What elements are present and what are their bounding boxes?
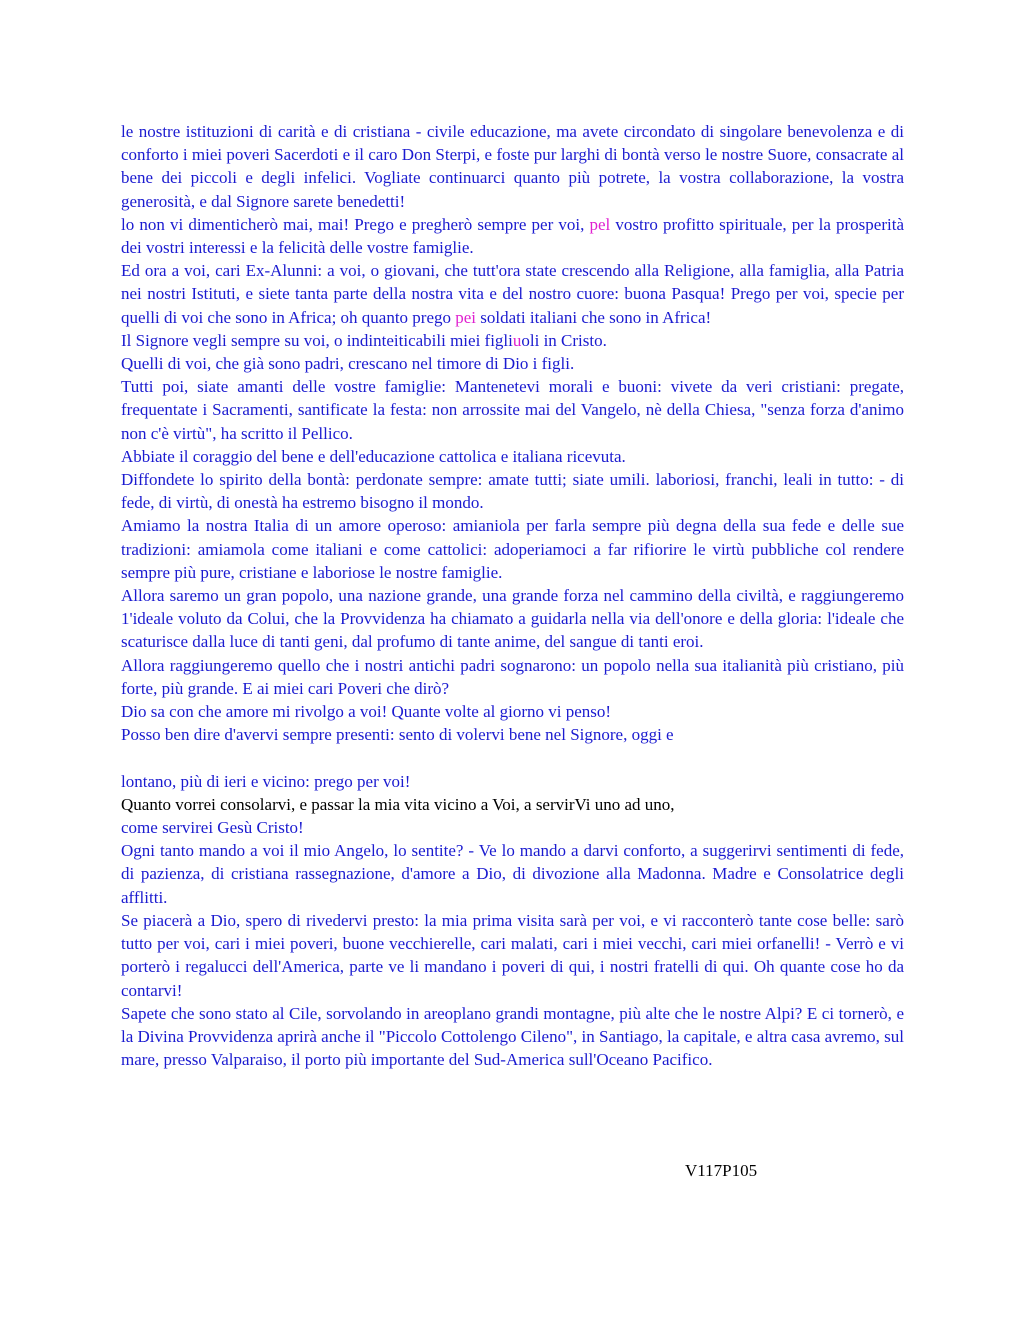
paragraph: lontano, più di ieri e vicino: prego per voi! [121, 771, 411, 791]
paragraph: Tutti poi, siate amanti delle vostre famiglie: Mantenetevi morali e buoni: vivete da veri cristiani: pregate, frequentate i Sacramenti, santificate la festa: non arrossite mai del Vangelo, nè della Chiesa, "senza forza d'animo non c'è virtù", ha scritto il Pellico. [121, 377, 904, 443]
paragraph-text: lo non vi dimenticherò mai, mai! Prego e pregherò sempre per voi, [121, 214, 590, 234]
paragraph: Allora raggiungeremo quello che i nostri antichi padri sognarono: un popolo nella sua italianità più cristiano, più forte, più grande. E ai miei cari Poveri che dirò? [121, 655, 904, 698]
paragraph: Quanto vorrei consolarvi, e passar la mia vita vicino a Voi, a servirVi uno ad uno, [121, 794, 675, 814]
paragraph: Allora saremo un gran popolo, una nazione grande, una grande forza nel cammino della civiltà, e raggiungeremo 1'ideale voluto da Colui, che la Provvidenza ha chiamato a guidarla nella via dell'onore e della gloria: l'ideale che scaturisce dalla luce di tanti geni, dal profumo di tante anime, del sangue di tanti eroi. [121, 586, 904, 652]
highlighted-word: pel [589, 214, 611, 234]
paragraph [121, 329, 904, 352]
paragraph-text: soldati italiani che sono in Africa! [476, 307, 712, 327]
page-identifier: V117P105 [685, 1161, 758, 1180]
paragraph: Posso ben dire d'avervi sempre presenti: sento di volervi bene nel Signore, oggi e [121, 725, 674, 745]
blank-line [121, 746, 904, 769]
paragraph [121, 259, 904, 329]
paragraph: Sapete che sono stato al Cile, sorvolando in areoplano grandi montagne, più alte che le nostre Alpi? E ci tornerò, e la Divina Provvidenza aprirà anche il "Piccolo Cottolengo Cileno", in Santiago, la capitale, e altra casa avremo, sul mare, presso Valparaiso, il porto più importante del Sud-America sull'Oceano Pacifico. [121, 1003, 904, 1070]
highlighted-word: pei [455, 307, 477, 327]
paragraph: Se piacerà a Dio, spero di rivedervi presto: la mia prima visita sarà per voi, e vi racconterò tante cose belle: sarò tutto per voi, cari i miei poveri, buone vecchierelle, cari malati, cari i miei vecchi, cari miei orfanelli! - Verrò e vi porterò i regalucci dell'America, parte ve li mandano i poveri di qui, i nostri fratelli di qui. Oh quante cose ho da contarvi! [121, 910, 904, 1000]
paragraph: Abbiate il coraggio del bene e dell'educazione cattolica e italiana ricevuta. [121, 446, 626, 466]
paragraph: come servirei Gesù Cristo! [121, 818, 304, 838]
paragraph-text: vostro profitto spirituale, per la prosperità dei vostri interessi e la felicità delle vostre famiglie. [121, 214, 904, 258]
paragraph: Ogni tanto mando a voi il mio Angelo, lo sentite? - Ve lo mando a darvi conforto, a suggerirvi sentimenti di fede, di pazienza, di cristiana rassegnazione, d'amore a Dio, di divozione alla Madonna. Madre e Consolatrice degli afflitti. [121, 841, 904, 907]
paragraph-text: Ed ora a voi, cari Ex-Alunni: a voi, o giovani, che tutt'ora state crescendo alla Religione, alla famiglia, alla Patria nei nostri Istituti, e siete tanta parte della nostra vita e del nostro cuore: buona Pasqua! Prego per voi, specie per quelli di voi che sono in Africa; oh quanto prego [121, 261, 904, 327]
paragraph: Amiamo la nostra Italia di un amore operoso: amianiola per farla sempre più degna della sua fede e delle sue tradizioni: amiamola come italiani e come cattolici: adoperiamoci a far rifiorire le virtù pubbliche col rendere sempre più pure, cristiane e laboriose le nostre famiglie. [121, 516, 904, 582]
paragraph: Quelli di voi, che già sono padri, crescano nel timore di Dio i figli. [121, 354, 575, 374]
letter-body [121, 120, 904, 1071]
paragraph: Diffondete lo spirito della bontà: perdonate sempre: amate tutti; siate umili. laboriosi, franchi, leali in tutto: - di fede, di virtù, di onestà ha estremo bisogno il mondo. [121, 470, 904, 513]
paragraph-text: oli in Cristo. [521, 330, 607, 350]
paragraph [121, 213, 904, 259]
paragraph: le nostre istituzioni di carità e di cristiana - civile educazione, ma avete circondato di singolare benevolenza e di conforto i miei poveri Sacerdoti e il caro Don Sterpi, e foste pur larghi di bontà verso le nostre Suore, consacrate al bene dei piccoli e degli infelici. Vogliate continuarci quanto più potrete, la vostra collaborazione, la vostra generosità, e dal Signore sarete benedetti! [121, 122, 904, 211]
highlighted-letter: u [512, 330, 522, 350]
paragraph: Dio sa con che amore mi rivolgo a voi! Quante volte al giorno vi penso! [121, 702, 612, 722]
paragraph-text: Il Signore vegli sempre su voi, o indinteiticabili miei figli [121, 330, 513, 350]
